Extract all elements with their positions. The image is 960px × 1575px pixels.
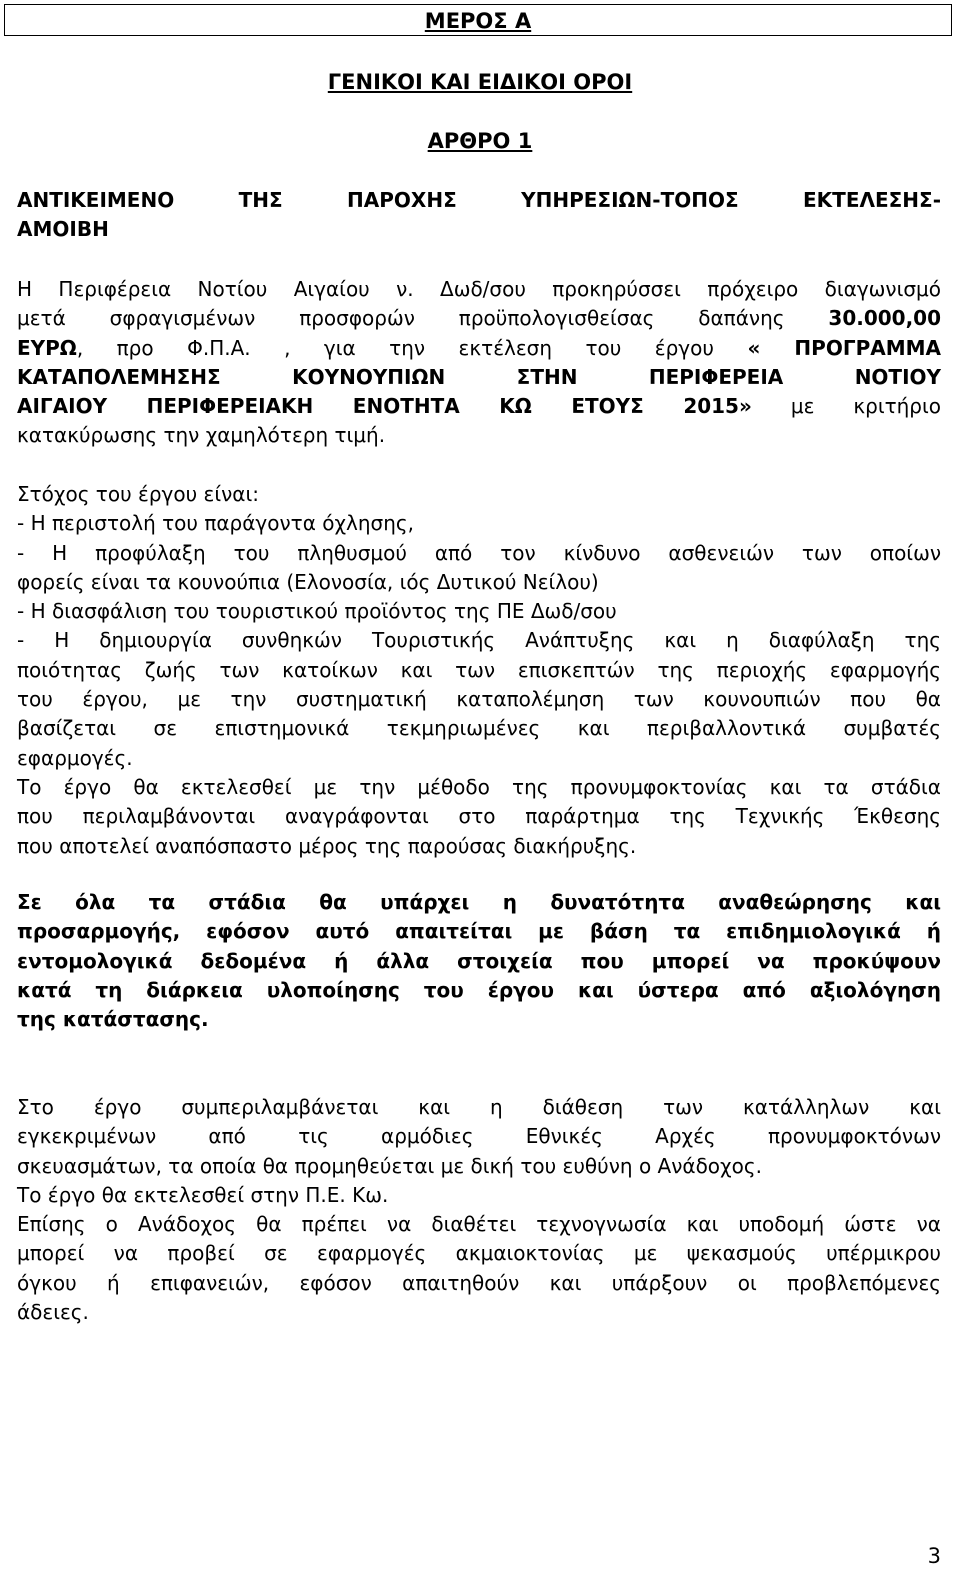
intro-line: κατακύρωσης την χαμηλότερη τιμή.	[17, 423, 386, 448]
emphasis-line: προσαρμογής, εφόσον αυτό απαιτείται με βάση τα επιδημιολογικά ή	[17, 919, 941, 944]
budget-amount: 30.000,00	[828, 306, 942, 331]
objectives-line: - Η διασφάλιση του τουριστικού προϊόντος της ΠΕ Δωδ/σου	[17, 599, 617, 624]
project-title: ΑΙΓΑΙΟΥ ΠΕΡΙΦΕΡΕΙΑΚΗ ΕΝΟΤΗΤΑ ΚΩ ΕΤΟΥΣ 2015»	[17, 394, 752, 419]
objectives-line: που περιλαμβάνονται αναγράφονται στο παράρτημα της Τεχνικής Έκθεσης	[17, 804, 941, 829]
objectives-line: - Η προφύλαξη του πληθυσμού από τον κίνδυνο ασθενειών των οποίων	[17, 540, 941, 565]
page-number: 3	[927, 1544, 941, 1568]
intro-line	[17, 304, 941, 333]
emphasis-line: κατά τη διάρκεια υλοποίησης του έργου και ύστερα από αξιολόγηση	[17, 977, 941, 1002]
intro-text: μετά σφραγισμένων προσφορών προϋπολογισθείσας δαπάνης	[17, 306, 785, 331]
article-title-line: ΑΝΤΙΚΕΙΜΕΝΟ ΤΗΣ ΠΑΡΟΧΗΣ ΥΠΗΡΕΣΙΩΝ-ΤΟΠΟΣ ΕΚΤΕΛΕΣΗΣ-	[17, 188, 941, 212]
article-title-line: ΑΜΟΙΒΗ	[17, 217, 109, 242]
intro-line	[17, 334, 941, 363]
intro-line	[17, 392, 941, 421]
objectives-line: - Η περιστολή του παράγοντα όχλησης,	[17, 511, 414, 536]
closing-line: Επίσης ο Ανάδοχος θα πρέπει να διαθέτει τεχνογνωσία και υποδομή ώστε να	[17, 1212, 941, 1237]
objectives-line: ποιότητας ζωής των κατοίκων και των επισκεπτών της περιοχής εφαρμογής	[17, 657, 941, 682]
section-heading: ΓΕΝΙΚΟΙ ΚΑΙ ΕΙΔΙΚΟΙ ΟΡΟΙ	[327, 70, 633, 94]
closing-line: Το έργο θα εκτελεσθεί στην Π.Ε. Κω.	[17, 1182, 389, 1207]
article-heading: ΑΡΘΡΟ 1	[427, 129, 533, 153]
intro-text: , προ Φ.Π.Α. , για την εκτέλεση του έργου	[76, 335, 714, 360]
objectives-line: Το έργο θα εκτελεσθεί με την μέθοδο της προνυμφοκτονίας και τα στάδια	[17, 774, 941, 799]
objectives-line: βασίζεται σε επιστημονικά τεκμηριωμένες και περιβαλλοντικά συμβατές	[17, 716, 941, 741]
objectives-line: εφαρμογές.	[17, 745, 133, 770]
closing-line: όγκου ή επιφανειών, εφόσον απαιτηθούν και υπάρξουν οι προβλεπόμενες	[17, 1270, 941, 1295]
emphasis-paragraph	[17, 888, 941, 1034]
project-title: « ΠΡΟΓΡΑΜΜΑ	[747, 335, 941, 360]
objectives-line: Στόχος του έργου είναι:	[17, 482, 259, 506]
closing-line: Στο έργο συμπεριλαμβάνεται και η διάθεση των κατάλληλων και	[17, 1095, 941, 1119]
emphasis-line: εντομολογικά δεδομένα ή άλλα στοιχεία που μπορεί να προκύψουν	[17, 948, 941, 973]
objectives-line: - Η δημιουργία συνθηκών Τουριστικής Ανάπτυξης και η διαφύλαξη της	[17, 628, 941, 653]
intro-text: με κριτήριο	[751, 394, 941, 419]
objectives-paragraph	[17, 480, 941, 861]
closing-line: σκευασμάτων, τα οποία θα προμηθεύεται με δική του ευθύνη ο Ανάδοχος.	[17, 1153, 762, 1178]
closing-line: εγκεκριμένων από τις αρμόδιες Εθνικές Αρχές προνυμφοκτόνων	[17, 1124, 941, 1149]
closing-paragraph	[17, 1093, 941, 1327]
intro-paragraph	[17, 275, 941, 451]
emphasis-line: της κατάστασης.	[17, 1007, 209, 1032]
article-title	[17, 186, 941, 245]
intro-line: Η Περιφέρεια Νοτίου Αιγαίου ν. Δωδ/σου προκηρύσσει πρόχειρο διαγωνισμό	[17, 277, 941, 301]
part-heading: ΜΕΡΟΣ Α	[4, 4, 952, 36]
project-title: ΚΑΤΑΠΟΛΕΜΗΣΗΣ ΚΟΥΝΟΥΠΙΩΝ ΣΤΗΝ ΠΕΡΙΦΕΡΕΙΑ ΝΟΤΙΟΥ	[17, 364, 941, 389]
currency: ΕΥΡΩ	[17, 335, 77, 360]
objectives-line: φορείς είναι τα κουνούπια (Ελονοσία, ιός Δυτικού Νείλου)	[17, 569, 599, 594]
objectives-line: του έργου, με την συστηματική καταπολέμηση των κουνουπιών που θα	[17, 687, 941, 712]
emphasis-line: Σε όλα τα στάδια θα υπάρχει η δυνατότητα αναθεώρησης και	[17, 890, 941, 914]
objectives-line: που αποτελεί αναπόσπαστο μέρος της παρούσας διακήρυξης.	[17, 833, 637, 858]
closing-line: άδειες.	[17, 1300, 89, 1325]
closing-line: μπορεί να προβεί σε εφαρμογές ακμαιοκτονίας με ψεκασμούς υπέρμικρου	[17, 1241, 941, 1266]
